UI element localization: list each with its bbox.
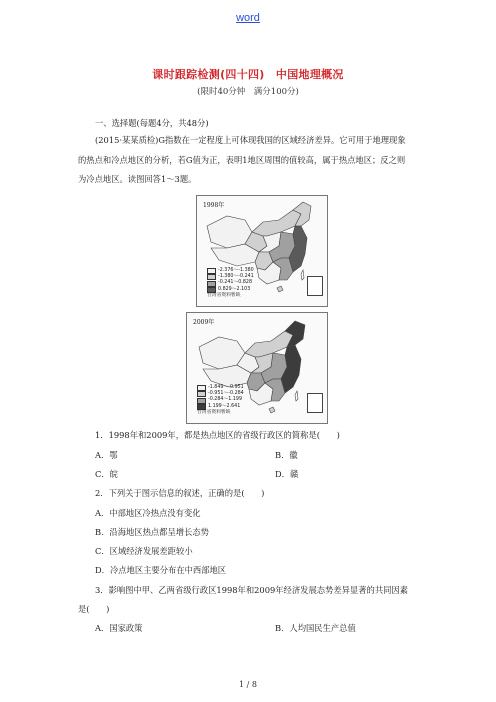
legend-label: -0.951～-0.284 bbox=[208, 391, 244, 397]
map-2009-year: 2009年 bbox=[193, 319, 215, 326]
map-2009-legend bbox=[197, 385, 244, 416]
q3-stem-line-1: 3．影响图中甲、乙两省级行政区1998年和2009年经济发展态势差异显著的共同因素 bbox=[95, 585, 409, 595]
legend-note: 台湾省资料暂缺 bbox=[197, 409, 231, 415]
legend-swatch bbox=[207, 268, 216, 274]
q1-option-a[interactable]: A．鄂 bbox=[95, 450, 118, 460]
map-1998 bbox=[196, 195, 328, 307]
q3-stem-line-2: 是( ) bbox=[78, 604, 110, 614]
q2-option-d[interactable]: D．冷点地区主要分布在中西部地区 bbox=[95, 565, 227, 575]
legend-swatch bbox=[197, 398, 206, 404]
q2-option-c[interactable]: C．区域经济发展差距较小 bbox=[95, 546, 193, 556]
intro-line-3: 为冷点地区。读图回答1～3题。 bbox=[78, 174, 197, 184]
intro-line-1: (2015·某某质检)G指数在一定程度上可体现我国的区域经济差异。它可用于地理现象 bbox=[95, 135, 406, 145]
south-china-sea-inset bbox=[307, 393, 323, 413]
q3-option-a[interactable]: A．国家政策 bbox=[95, 623, 143, 633]
legend-swatch bbox=[197, 404, 206, 410]
section-heading: 一、选择题(每题4分，共48分) bbox=[95, 118, 209, 128]
q2-option-b[interactable]: B．沿海地区热点都呈增长态势 bbox=[95, 527, 209, 537]
page-title: 课时跟踪检测(四十四) 中国地理概况 bbox=[152, 68, 344, 81]
map-1998-year: 1998年 bbox=[203, 202, 225, 209]
legend-swatch bbox=[207, 281, 216, 287]
legend-row bbox=[207, 287, 254, 293]
legend-label: -0.241～0.828 bbox=[218, 280, 252, 286]
legend-row bbox=[197, 404, 244, 410]
q2-stem: 2．下列关于图示信息的叙述，正确的是( ) bbox=[95, 488, 265, 498]
legend-swatch bbox=[207, 274, 216, 280]
intro-line-2: 的热点和冷点地区的分析，若G值为正，表明1地区周围的值较高，属于热点地区；反之则 bbox=[78, 155, 406, 165]
page-subtitle: (限时40分钟 满分100分) bbox=[197, 87, 299, 97]
map-1998-legend bbox=[207, 268, 254, 299]
legend-label: -1.849～-0.951 bbox=[208, 385, 244, 390]
legend-label: 0.829～2.103 bbox=[218, 286, 251, 292]
q1-option-b[interactable]: B．徽 bbox=[275, 450, 298, 460]
q3-option-b[interactable]: B．人均国民生产总值 bbox=[275, 623, 356, 633]
q2-option-a[interactable]: A．中部地区冷热点没有变化 bbox=[95, 508, 201, 518]
legend-swatch bbox=[197, 385, 206, 391]
legend-note: 台湾省资料暂缺 bbox=[207, 292, 241, 298]
legend-label: -2.376～-1.380 bbox=[218, 268, 254, 273]
legend-label: 1.199～2.641 bbox=[208, 403, 241, 409]
legend-swatch bbox=[207, 287, 216, 293]
q1-stem: 1．1998年和2009年，都是热点地区的省级行政区的简称是( ) bbox=[95, 430, 340, 440]
legend-label: -0.284～1.199 bbox=[208, 397, 242, 403]
legend-swatch bbox=[197, 391, 206, 397]
q1-option-d[interactable]: D．赣 bbox=[275, 469, 299, 479]
map-2009 bbox=[186, 312, 328, 424]
header-word-link[interactable]: word bbox=[236, 12, 260, 24]
legend-label: -1.380～-0.241 bbox=[218, 274, 254, 280]
south-china-sea-inset bbox=[307, 276, 323, 296]
q1-option-c[interactable]: C．皖 bbox=[95, 469, 118, 479]
page-number: 1 / 8 bbox=[239, 680, 257, 689]
